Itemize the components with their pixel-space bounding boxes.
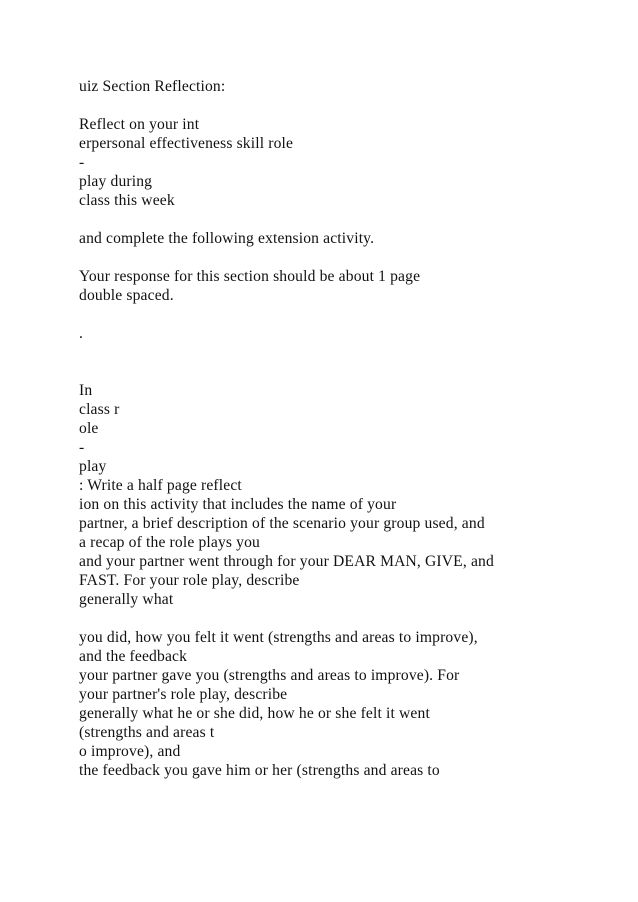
text-line: you did, how you felt it went (strengths and areas to improve), <box>79 629 478 646</box>
text-line: your partner gave you (strengths and areas to improve). For <box>79 667 460 684</box>
text-line: partner, a brief description of the scenario your group used, and <box>79 515 485 532</box>
text-line: : Write a half page reflect <box>79 477 242 494</box>
text-line: - <box>79 154 85 171</box>
text-line: and your partner went through for your DEAR MAN, GIVE, and <box>79 553 494 570</box>
text-line <box>79 609 599 628</box>
text-line: erpersonal effectiveness skill role <box>79 135 294 152</box>
text-line <box>79 248 599 267</box>
text-line: o improve), and <box>79 743 181 760</box>
text-line: In <box>79 382 93 399</box>
text-line: your partner's role play, describe <box>79 686 288 703</box>
text-line: class this week <box>79 192 175 209</box>
text-line <box>79 96 599 115</box>
text-line: the feedback you gave him or her (strengths and areas to <box>79 762 440 779</box>
text-line: class r <box>79 401 120 418</box>
text-line: and complete the following extension activity. <box>79 230 375 247</box>
text-line <box>79 343 599 362</box>
text-line: generally what he or she did, how he or she felt it went <box>79 705 430 722</box>
text-line: . <box>79 325 84 342</box>
text-line: generally what <box>79 591 174 608</box>
text-line: - <box>79 439 85 456</box>
text-line <box>79 210 599 229</box>
text-line: FAST. For your role play, describe <box>79 572 300 589</box>
text-line: Your response for this section should be about 1 page <box>79 268 421 285</box>
text-line: double spaced. <box>79 287 174 304</box>
text-line: play during <box>79 173 153 190</box>
text-line: play <box>79 458 107 475</box>
document-text <box>79 77 599 780</box>
text-line: and the feedback <box>79 648 188 665</box>
text-line: Reflect on your int <box>79 116 200 133</box>
text-line <box>79 305 599 324</box>
text-line: (strengths and areas t <box>79 724 215 741</box>
text-line <box>79 362 599 381</box>
text-line: ion on this activity that includes the name of your <box>79 496 397 513</box>
text-line: a recap of the role plays you <box>79 534 261 551</box>
text-line: ole <box>79 420 99 437</box>
text-line: uiz Section Reflection: <box>79 78 226 95</box>
